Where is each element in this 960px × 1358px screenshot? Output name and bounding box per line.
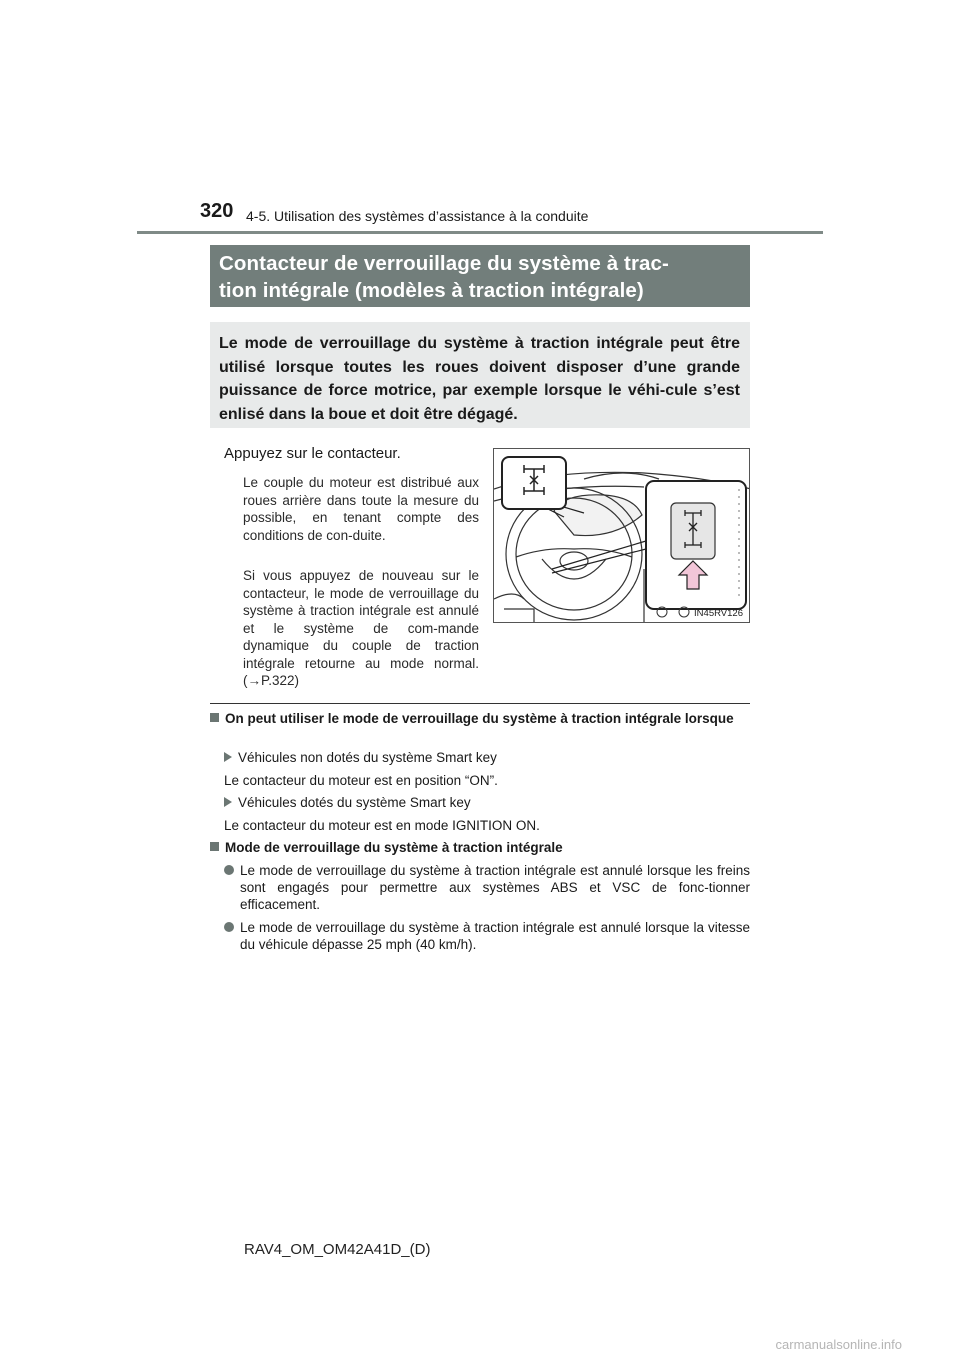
note-heading-1-text: On peut utiliser le mode de verrouillage du système à traction intégrale lorsque (225, 711, 734, 726)
section-title (210, 245, 750, 307)
condition-item-1 (224, 750, 497, 765)
dashboard-illustration (493, 448, 750, 623)
condition-item-2-detail: Le contacteur du moteur est en mode IGNITION ON. (224, 818, 540, 833)
side-vent (494, 594, 524, 599)
step-instruction: Appuyez sur le contacteur. (224, 445, 401, 462)
illustration-code: IN45RV126 (694, 608, 743, 619)
arrow-bullet-icon (224, 752, 232, 762)
footer-model-code: RAV4_OM_OM42A41D_(D) (244, 1241, 431, 1258)
step-description-1: Le couple du moteur est distribué aux roues arrière dans toute la mesure du possible, en tenant compte des conditions de con-duite. (243, 475, 479, 543)
condition-item-1-text: Véhicules non dotés du système Smart key (238, 750, 497, 765)
meter-hood (584, 473, 659, 479)
page-number: 320 (200, 200, 234, 222)
section-title-line-1: Contacteur de verrouillage du système à trac- (219, 252, 669, 275)
condition-item-1-detail: Le contacteur du moteur est en position “ON”. (224, 773, 498, 788)
square-bullet-icon (210, 842, 219, 851)
square-bullet-icon (210, 713, 219, 722)
note-heading-2 (210, 840, 750, 856)
circle-bullet-icon (224, 865, 234, 875)
note-heading-1 (210, 711, 750, 727)
note-bullet-2 (224, 919, 750, 953)
step-description-2: Si vous appuyez de nouveau sur le contacteur, le mode de verrouillage du système à traction intégrale est annulé et le système de com-mande dynamique du couple de traction intégrale retourne au mode normal. (→P.322) (243, 568, 479, 688)
circle-bullet-icon (224, 922, 234, 932)
note-heading-2-text: Mode de verrouillage du système à traction intégrale (225, 840, 563, 855)
note-bullet-2-text: Le mode de verrouillage du système à traction intégrale est annulé lorsque la vitesse du véhicule dépasse 25 mph (40 km/h). (240, 920, 750, 952)
arrow-bullet-icon (224, 797, 232, 807)
note-bullet-1 (224, 862, 750, 913)
condition-item-2 (224, 795, 471, 810)
running-head: 4-5. Utilisation des systèmes d’assistance à la conduite (246, 208, 589, 224)
intro-box: Le mode de verrouillage du système à traction intégrale peut être utilisé lorsque toutes les roues doivent disposer d’une grande puissance de force motrice, par exemple lorsque le véhi-cule s’est enlisé dans la boue et doit être dégagé. (210, 322, 750, 428)
section-divider (210, 703, 750, 704)
dashboard-drawing (494, 449, 750, 623)
note-bullet-1-text: Le mode de verrouillage du système à traction intégrale est annulé lorsque les freins sont engagés pour permettre aux systèmes ABS et VSC de fonc-tionner efficacement. (240, 863, 750, 912)
watermark: carmanualsonline.info (775, 1337, 902, 1352)
lower-panel (504, 609, 534, 623)
header-rule (137, 231, 823, 234)
section-title-line-2: tion intégrale (modèles à traction intégrale) (219, 279, 644, 302)
condition-item-2-text: Véhicules dotés du système Smart key (238, 795, 471, 810)
